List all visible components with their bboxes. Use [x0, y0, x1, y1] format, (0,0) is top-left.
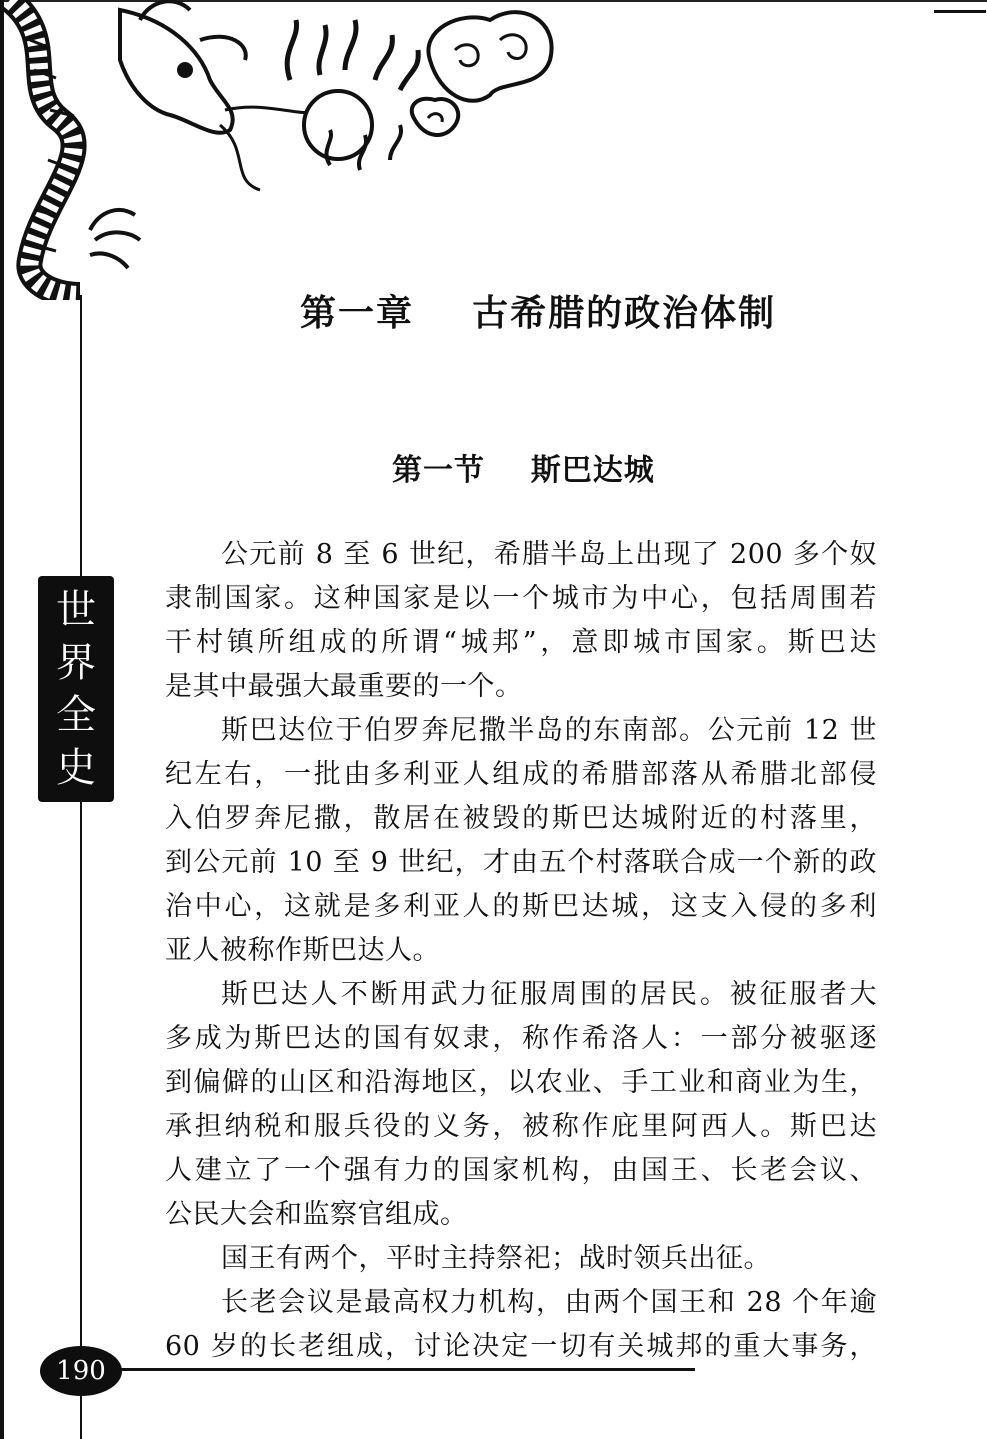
chapter-title: 第一章 古希腊的政治体制 — [300, 293, 777, 334]
book-title-char: 界 — [56, 639, 96, 686]
book-title-char: 全 — [56, 692, 96, 739]
text-line: 长老会议是最高权力机构，由两个国王和 28 个年逾 — [221, 1287, 877, 1318]
text-line: 斯巴达位于伯罗奔尼撒半岛的东南部。公元前 12 世 — [221, 715, 877, 746]
text-line: 人建立了一个强有力的国家机构，由国王、长老会议、 — [165, 1155, 877, 1186]
text-line: 纪左右，一批由多利亚人组成的希腊部落从希腊北部侵 — [165, 759, 877, 790]
text-line: 到偏僻的山区和沿海地区，以农业、手工业和商业为生， — [165, 1067, 877, 1098]
text-line: 是其中最强大最重要的一个。 — [165, 671, 523, 702]
text-line: 斯巴达人不断用武力征服周围的居民。被征服者大 — [221, 979, 877, 1010]
text-line: 公民大会和监察官组成。 — [165, 1199, 468, 1230]
text-line: 到公元前 10 至 9 世纪，才由五个村落联合成一个新的政 — [165, 847, 877, 878]
text-line: 国王有两个，平时主持祭祀；战时领兵出征。 — [221, 1243, 771, 1274]
top-right-rule — [934, 10, 986, 13]
text-line: 亚人被称作斯巴达人。 — [165, 935, 440, 966]
body-text — [165, 533, 877, 1369]
text-line: 公元前 8 至 6 世纪，希腊半岛上出现了 200 多个奴 — [221, 539, 877, 570]
text-line: 治中心，这就是多利亚人的斯巴达城，这支入侵的多利 — [165, 891, 877, 922]
page-number-label: 190 — [56, 1356, 106, 1386]
bottom-rule — [120, 1368, 695, 1371]
text-line: 干村镇所组成的所谓“城邦”，意即城市国家。斯巴达 — [165, 627, 877, 658]
dragon-illustration — [0, 0, 560, 300]
book-title-char: 史 — [56, 744, 96, 791]
text-line: 入伯罗奔尼撒，散居在被毁的斯巴达城附近的村落里， — [165, 803, 877, 834]
section-title: 第一节 斯巴达城 — [392, 453, 655, 488]
text-line: 多成为斯巴达的国有奴隶，称作希洛人：一部分被驱逐 — [165, 1023, 877, 1054]
margin-line — [80, 295, 82, 1439]
text-line: 隶制国家。这种国家是以一个城市为中心，包括周围若 — [165, 583, 877, 614]
book-title-tab — [38, 576, 114, 802]
page-number — [40, 1346, 122, 1396]
text-line: 60 岁的长老组成，讨论决定一切有关城邦的重大事务， — [165, 1331, 877, 1362]
book-title-char: 世 — [56, 587, 96, 634]
text-line: 承担纳税和服兵役的义务，被称作庇里阿西人。斯巴达 — [165, 1111, 877, 1142]
